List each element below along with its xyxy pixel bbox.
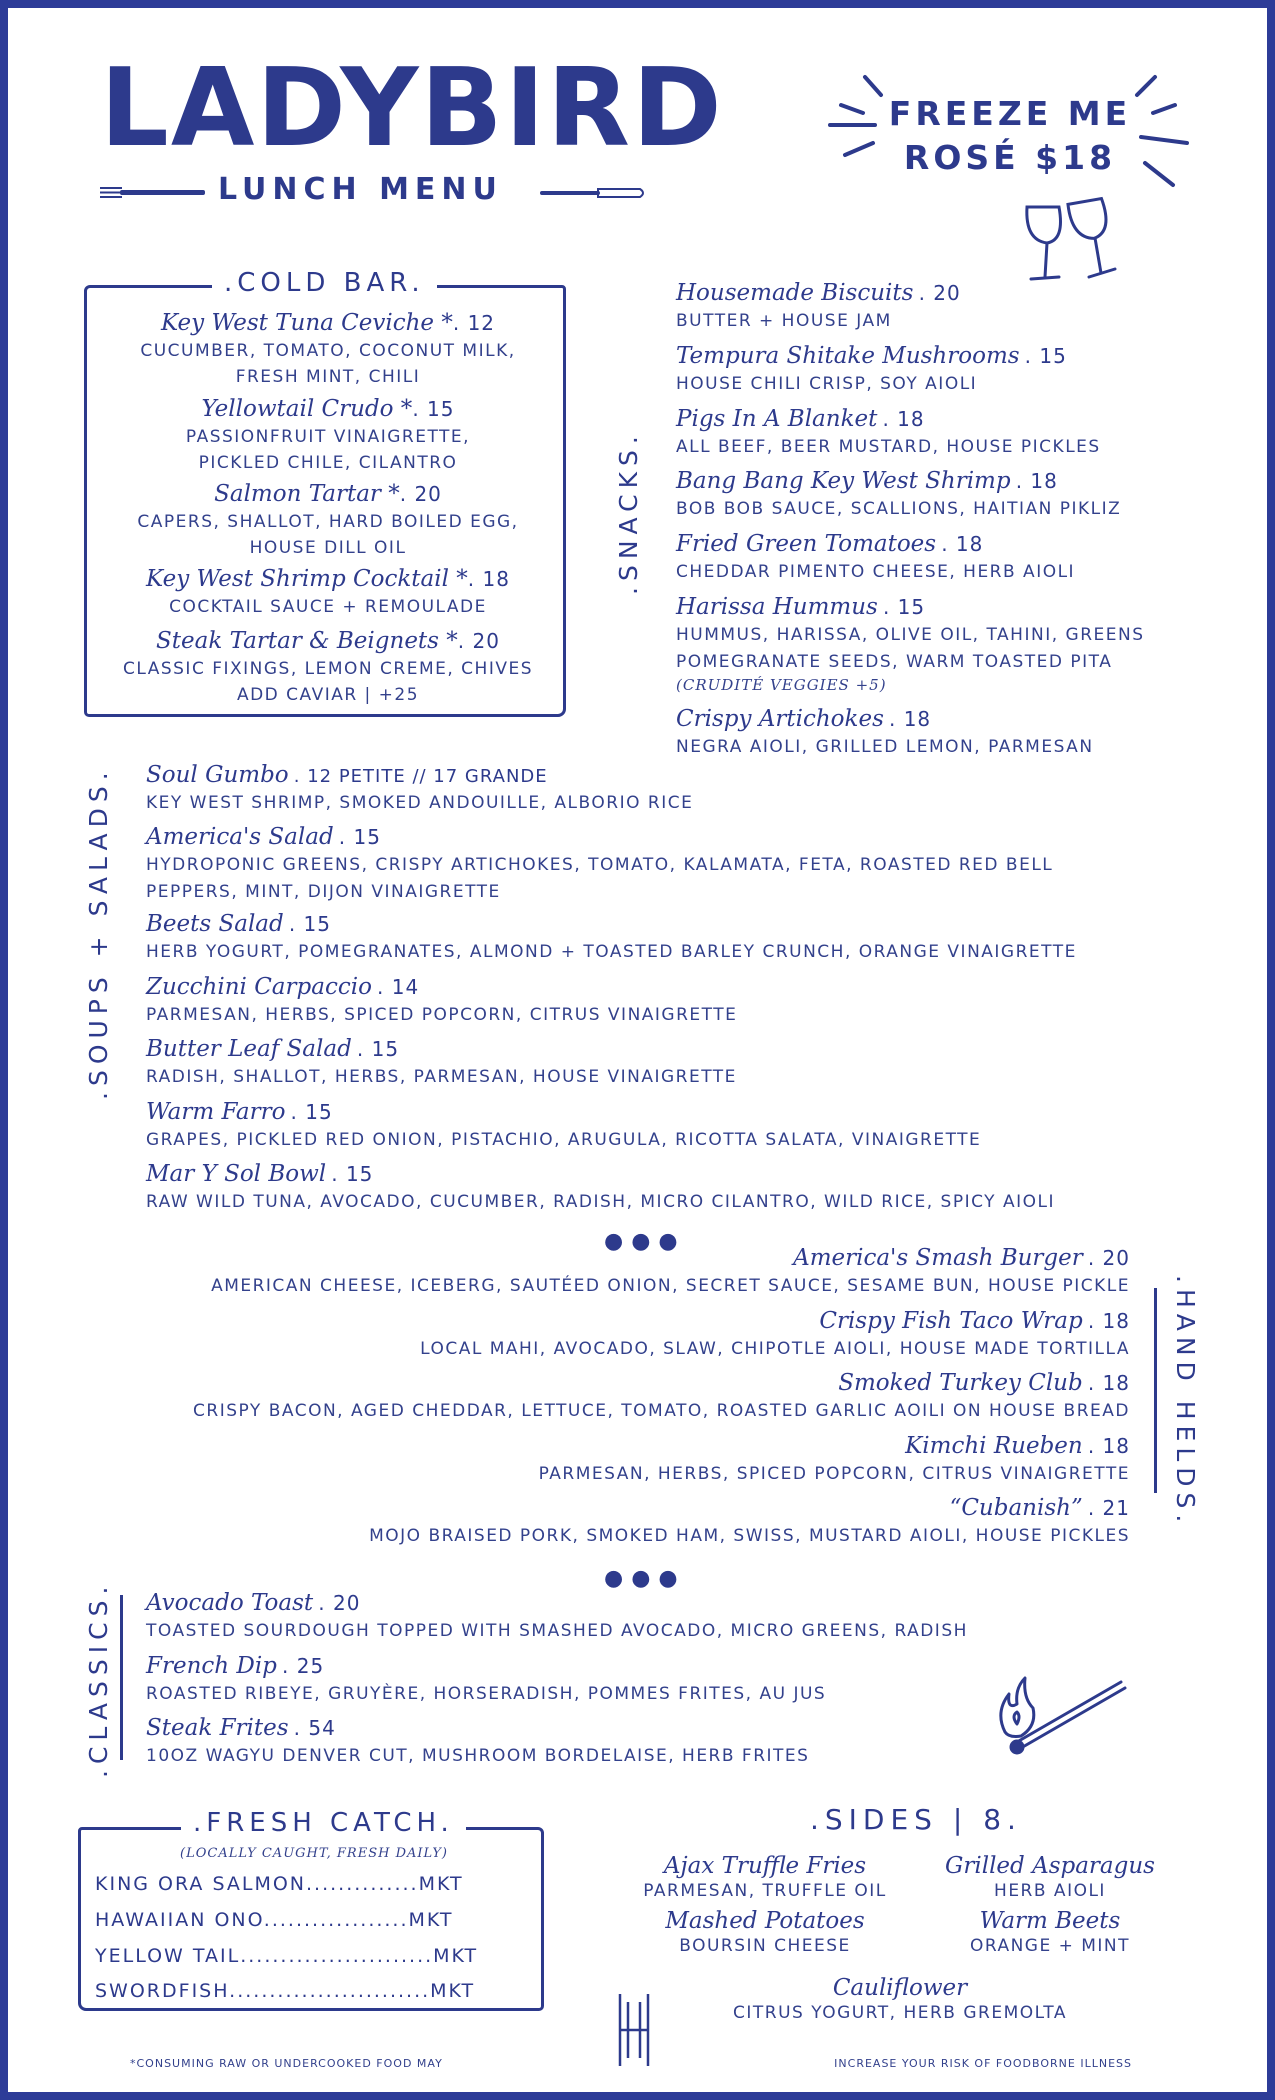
wine-glasses-icon xyxy=(1015,195,1125,290)
item-description: RAW WILD TUNA, AVOCADO, CUCUMBER, RADISH, MICRO CILANTRO, WILD RICE, SPICY AIOLI xyxy=(146,1192,1055,1212)
snacks-section-label: .SNACKS. xyxy=(614,430,643,595)
brand-title: LADYBIRD xyxy=(100,46,724,171)
item-name: Mashed Potatoes xyxy=(665,1908,865,1934)
footer-disclaimer-right: INCREASE YOUR RISK OF FOODBORNE ILLNESS xyxy=(834,2057,1132,2070)
item-name: Yellowtail Crudo * xyxy=(201,396,413,422)
rose-promo-line1: FREEZE ME xyxy=(888,94,1132,133)
item-name: Housemade Biscuits xyxy=(676,280,914,306)
item-price: . 18 xyxy=(1087,1371,1130,1395)
item-price: . 15 xyxy=(338,825,381,849)
item-description: TOASTED SOURDOUGH TOPPED WITH SMASHED AVOCADO, MICRO GREENS, RADISH xyxy=(146,1621,968,1641)
cold-bar-box xyxy=(84,268,566,717)
item-name: French Dip xyxy=(146,1653,277,1679)
match-flame-icon xyxy=(995,1672,1130,1757)
item-name: America's Salad xyxy=(146,824,334,850)
side-item xyxy=(930,1853,1170,1901)
item-price: . 20 xyxy=(1087,1246,1130,1270)
item-price: . 18 xyxy=(1087,1434,1130,1458)
item-description: FRESH MINT, CHILI xyxy=(235,367,421,387)
item-price: . 18 xyxy=(1015,469,1058,493)
item-description: PEPPERS, MINT, DIJON VINAIGRETTE xyxy=(146,882,501,902)
item-description: HYDROPONIC GREENS, CRISPY ARTICHOKES, TOMATO, KALAMATA, FETA, ROASTED RED BELL xyxy=(146,855,1054,875)
item-description: CLASSIC FIXINGS, LEMON CREME, CHIVES xyxy=(122,659,534,679)
item-price: . 18 xyxy=(1087,1309,1130,1333)
item-price: . 18 xyxy=(941,532,984,556)
item-name: Key West Tuna Ceviche * xyxy=(160,310,453,336)
item-name: Grilled Asparagus xyxy=(945,1853,1155,1879)
item-description: NEGRA AIOLI, GRILLED LEMON, PARMESAN xyxy=(676,737,1094,757)
menu-item xyxy=(146,1036,737,1089)
item-name: Steak Frites xyxy=(146,1715,289,1741)
item-description: CITRUS YOGURT, HERB GREMOLTA xyxy=(733,2003,1067,2023)
item-description: PARMESAN, HERBS, SPICED POPCORN, CITRUS VINAIGRETTE xyxy=(538,1464,1130,1484)
item-price: . 20 xyxy=(318,1591,361,1615)
menu-item xyxy=(420,1308,1130,1361)
item-name: Tempura Shitake Mushrooms xyxy=(676,343,1020,369)
item-name: Butter Leaf Salad xyxy=(146,1036,352,1062)
item-price: . 15 xyxy=(288,912,332,936)
item-description: ROASTED RIBEYE, GRUYÈRE, HORSERADISH, POMMES FRITES, AU JUS xyxy=(146,1684,827,1704)
item-price: . 18 xyxy=(882,407,925,431)
hand-helds-section-label: .HAND HELDS. xyxy=(1171,1275,1200,1529)
item-description: MOJO BRAISED PORK, SMOKED HAM, SWISS, MUSTARD AIOLI, HOUSE PICKLES xyxy=(369,1526,1130,1546)
item-price: . 21 xyxy=(1087,1496,1130,1520)
hand-helds-rule xyxy=(1154,1288,1157,1493)
item-description: BOURSIN CHEESE xyxy=(679,1936,851,1956)
item-description: HUMMUS, HARISSA, OLIVE OIL, TAHINI, GREENS xyxy=(676,625,1145,645)
item-note: (CRUDITÉ VEGGIES +5) xyxy=(676,676,887,694)
menu-item xyxy=(87,481,569,559)
menu-item xyxy=(676,594,1145,694)
sides-title: .SIDES | 8. xyxy=(810,1803,1022,1836)
item-description: ALL BEEF, BEER MUSTARD, HOUSE PICKLES xyxy=(676,437,1101,457)
item-name: Fried Green Tomatoes xyxy=(676,531,937,557)
item-name: Warm Farro xyxy=(146,1099,286,1125)
menu-item xyxy=(676,468,1121,521)
menu-item xyxy=(146,911,1077,964)
item-name: Crispy Artichokes xyxy=(676,706,884,732)
item-price: . 12 xyxy=(452,311,496,335)
item-description: ADD CAVIAR | +25 xyxy=(236,685,420,705)
menu-item xyxy=(87,396,569,474)
item-description: PASSIONFRUIT VINAIGRETTE, xyxy=(185,427,471,447)
menu-item xyxy=(676,531,1075,584)
menu-item xyxy=(146,762,693,815)
side-item xyxy=(620,1908,910,1956)
menu-item xyxy=(146,824,1053,904)
item-description: PARMESAN, TRUFFLE OIL xyxy=(643,1881,887,1901)
item-price: . 12 PETITE // 17 GRANDE xyxy=(293,766,548,787)
classics-section-label: .CLASSICS. xyxy=(84,1580,113,1778)
menu-item xyxy=(193,1370,1130,1423)
item-price: . 18 xyxy=(467,567,510,591)
item-description: COCKTAIL SAUCE + REMOULADE xyxy=(169,597,487,617)
item-name: America's Smash Burger xyxy=(793,1245,1083,1271)
item-name: Bang Bang Key West Shrimp xyxy=(676,468,1011,494)
knife-icon xyxy=(540,186,645,200)
item-price: . 15 xyxy=(1024,344,1067,368)
item-description: CHEDDAR PIMENTO CHEESE, HERB AIOLI xyxy=(676,562,1076,582)
item-description: KEY WEST SHRIMP, SMOKED ANDOUILLE, ALBORIO RICE xyxy=(146,793,694,813)
menu-item xyxy=(146,1715,809,1768)
item-name: Beets Salad xyxy=(146,911,284,937)
item-description: HERB YOGURT, POMEGRANATES, ALMOND + TOASTED BARLEY CRUNCH, ORANGE VINAIGRETTE xyxy=(146,942,1077,962)
item-description: PARMESAN, HERBS, SPICED POPCORN, CITRUS VINAIGRETTE xyxy=(146,1005,738,1025)
item-price: . 15 xyxy=(412,397,455,421)
menu-item xyxy=(211,1245,1130,1298)
fresh-catch-row: HAWAIIAN ONO..................MKT xyxy=(95,1909,454,1931)
item-name: Harissa Hummus xyxy=(676,594,878,620)
side-item xyxy=(930,1908,1170,1956)
side-item xyxy=(700,1975,1100,2023)
menu-item xyxy=(676,343,1067,396)
side-item xyxy=(620,1853,910,1901)
item-name: Warm Beets xyxy=(979,1908,1121,1934)
item-name: Pigs In A Blanket xyxy=(676,406,878,432)
item-price: . 15 xyxy=(290,1100,333,1124)
cold-bar-title: .COLD BAR. xyxy=(212,268,437,298)
fresh-catch-title: .FRESH CATCH. xyxy=(181,1808,466,1838)
item-price: . 18 xyxy=(888,707,932,731)
item-description: CUCUMBER, TOMATO, COCONUT MILK, xyxy=(140,341,516,361)
classics-rule xyxy=(120,1595,123,1760)
item-name: Cauliflower xyxy=(832,1975,968,2001)
item-name: Soul Gumbo xyxy=(146,762,289,788)
menu-item xyxy=(146,1653,826,1706)
item-price: . 15 xyxy=(331,1162,374,1186)
rose-promo xyxy=(860,92,1160,180)
menu-item xyxy=(87,566,569,618)
item-description: CRISPY BACON, AGED CHEDDAR, LETTUCE, TOMATO, ROASTED GARLIC AOILI ON HOUSE BREAD xyxy=(193,1401,1130,1421)
rose-promo-line2: ROSÉ $18 xyxy=(903,138,1117,177)
item-description: BOB BOB SAUCE, SCALLIONS, HAITIAN PIKLIZ xyxy=(676,499,1122,519)
item-description: CAPERS, SHALLOT, HARD BOILED EGG, xyxy=(137,512,519,532)
fresh-catch-subtitle: (LOCALLY CAUGHT, FRESH DAILY) xyxy=(180,1846,448,1861)
item-description: AMERICAN CHEESE, ICEBERG, SAUTÉED ONION, SECRET SAUCE, SESAME BUN, HOUSE PICKLE xyxy=(211,1276,1130,1296)
fresh-catch-box xyxy=(78,1808,544,2011)
menu-item xyxy=(539,1433,1130,1486)
soups-salads-section-label: .SOUPS + SALADS. xyxy=(84,766,113,1100)
item-price: . 20 xyxy=(399,482,442,506)
menu-item xyxy=(146,1099,981,1152)
fresh-catch-row: KING ORA SALMON..............MKT xyxy=(95,1873,464,1895)
fresh-catch-row: YELLOW TAIL........................MKT xyxy=(95,1945,479,1967)
item-name: “Cubanish” xyxy=(949,1495,1083,1521)
item-price: . 20 xyxy=(457,629,500,653)
item-description: BUTTER + HOUSE JAM xyxy=(676,311,892,331)
item-name: Crispy Fish Taco Wrap xyxy=(819,1308,1083,1334)
item-description: GRAPES, PICKLED RED ONION, PISTACHIO, ARUGULA, RICOTTA SALATA, VINAIGRETTE xyxy=(146,1130,982,1150)
item-name: Zucchini Carpaccio xyxy=(146,974,372,1000)
footer-disclaimer-left: *CONSUMING RAW OR UNDERCOOKED FOOD MAY xyxy=(130,2057,443,2070)
item-name: Smoked Turkey Club xyxy=(838,1370,1083,1396)
item-price: . 14 xyxy=(377,975,420,999)
item-price: . 54 xyxy=(293,1716,336,1740)
menu-item xyxy=(676,706,1094,759)
item-name: Steak Tartar & Beignets * xyxy=(156,628,458,654)
item-name: Kimchi Rueben xyxy=(905,1433,1083,1459)
item-description: HOUSE CHILI CRISP, SOY AIOLI xyxy=(676,374,978,394)
fork-icon xyxy=(100,186,205,200)
menu-item xyxy=(146,1590,968,1643)
section-separator: ●●● xyxy=(604,1229,686,1254)
menu-item xyxy=(146,1161,1055,1214)
item-description: LOCAL MAHI, AVOCADO, SLAW, CHIPOTLE AIOLI, HOUSE MADE TORTILLA xyxy=(420,1339,1130,1359)
item-description: HOUSE DILL OIL xyxy=(249,538,407,558)
menu-item xyxy=(146,974,737,1027)
item-price: . 20 xyxy=(918,281,961,305)
menu-item xyxy=(87,310,569,388)
item-description: POMEGRANATE SEEDS, WARM TOASTED PITA xyxy=(676,652,1113,672)
monogram-icon xyxy=(612,1990,657,2070)
item-description: ORANGE + MINT xyxy=(969,1936,1131,1956)
item-description: HERB AIOLI xyxy=(994,1881,1106,1901)
item-name: Avocado Toast xyxy=(146,1590,314,1616)
item-name: Mar Y Sol Bowl xyxy=(146,1161,327,1187)
item-description: 10OZ WAGYU DENVER CUT, MUSHROOM BORDELAISE, HERB FRITES xyxy=(146,1746,810,1766)
item-name: Ajax Truffle Fries xyxy=(663,1853,867,1879)
item-name: Salmon Tartar * xyxy=(214,481,400,507)
item-price: . 15 xyxy=(882,595,926,619)
item-price: . 15 xyxy=(356,1037,400,1061)
fresh-catch-row: SWORDFISH.........................MKT xyxy=(95,1980,476,2002)
menu-item xyxy=(676,406,1101,459)
menu-item xyxy=(676,280,961,333)
item-description: PICKLED CHILE, CILANTRO xyxy=(198,453,458,473)
item-price: . 25 xyxy=(282,1654,325,1678)
item-name: Key West Shrimp Cocktail * xyxy=(146,566,468,592)
menu-subtitle: LUNCH MENU xyxy=(218,172,503,207)
menu-item xyxy=(87,628,569,706)
section-separator: ●●● xyxy=(604,1566,686,1591)
item-description: RADISH, SHALLOT, HERBS, PARMESAN, HOUSE VINAIGRETTE xyxy=(146,1067,737,1087)
menu-item xyxy=(369,1495,1130,1548)
